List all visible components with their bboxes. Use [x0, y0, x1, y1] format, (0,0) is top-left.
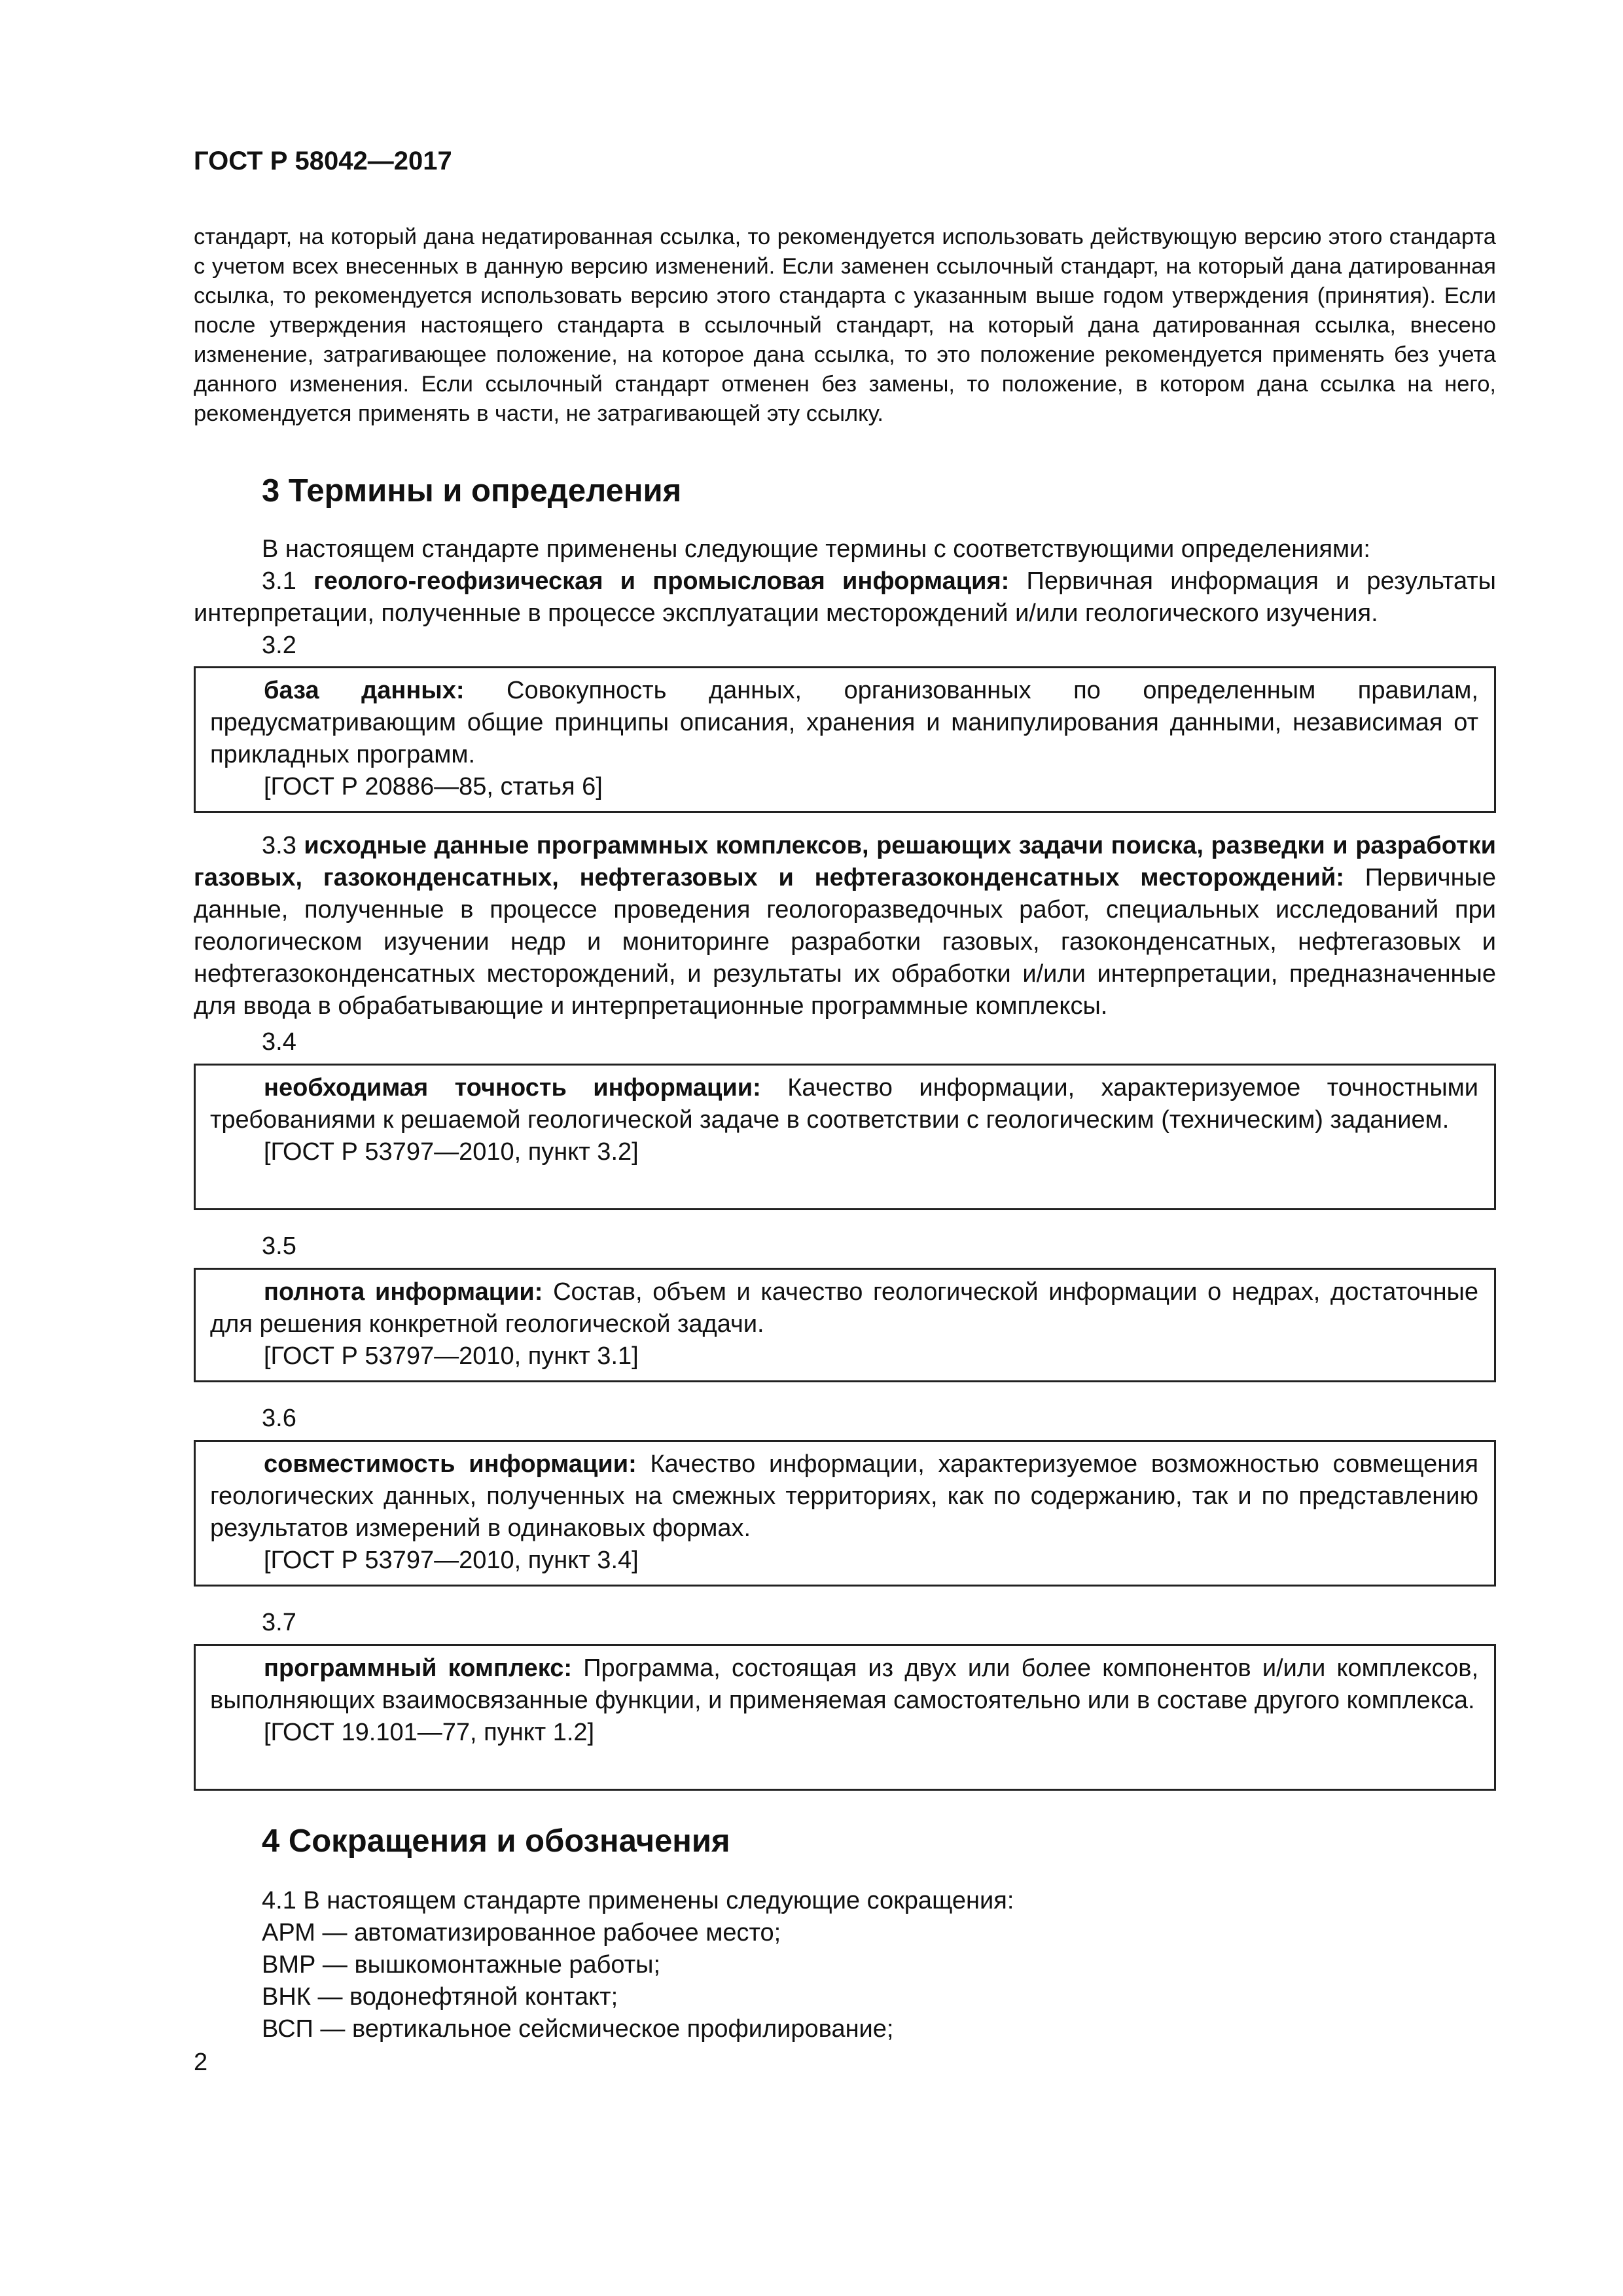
- term-3-7-def: [210, 1653, 1478, 1717]
- term-3-1-term: геолого-геофизическая и промысловая информация:: [313, 567, 1010, 595]
- term-3-5-def: [210, 1276, 1478, 1340]
- term-3-6-definition: Качество информации, характеризуемое возможностью совмещения геологических данных, полученных на смежных территориях, как по содержанию, так и по представлению результатов измерений в одинаковых формах.: [210, 1450, 1479, 1542]
- term-3-2-num: 3.2: [262, 632, 296, 659]
- abbr-item: ВСП — вертикальное сейсмическое профилирование;: [262, 2015, 894, 2043]
- term-3-3-num: 3.3: [262, 832, 296, 859]
- term-3-6-num: 3.6: [262, 1405, 296, 1432]
- term-3-7-term: программный комплекс:: [264, 1655, 573, 1682]
- term-3-5-box: [194, 1268, 1496, 1382]
- term-3-5-source: [ГОСТ Р 53797—2010, пункт 3.1]: [264, 1342, 639, 1370]
- term-3-2-box: [194, 666, 1496, 813]
- term-3-4-num: 3.4: [262, 1028, 296, 1056]
- term-3-7-num: 3.7: [262, 1609, 296, 1636]
- term-3-7-box: [194, 1644, 1496, 1791]
- term-3-5-term: полнота информации:: [264, 1278, 543, 1306]
- term-3-5-definition: Состав, объем и качество геологической информации о недрах, достаточные для решения конкретной геологической задачи.: [210, 1278, 1478, 1338]
- page-number: 2: [194, 2049, 208, 2076]
- term-3-2-definition: Совокупность данных, организованных по определенным правилам, предусматривающим общие принципы описания, хранения и манипулирования данными, независимая от прикладных программ.: [210, 677, 1478, 768]
- abbr-item: АРМ — автоматизированное рабочее место;: [262, 1919, 781, 1946]
- section-3-title: 3 Термины и определения: [262, 473, 682, 509]
- section-4-title: 4 Сокращения и обозначения: [262, 1823, 730, 1859]
- intro-paragraph: стандарт, на который дана недатированная ссылка, то рекомендуется использовать действующую версию этого стандарта с учетом всех внесенных в данную версию изменений. Если заменен ссылочный стандарт, на который дана датированная ссылка, то рекомендуется использовать версию этого стандарта с указанным выше годом утверждения (принятия). Если после утверждения настоящего стандарта в ссылочный стандарт, на который дана датированная ссылка, внесено изменение, затрагивающее положение, на которое дана ссылка, то это положение рекомендуется применять без учета данного изменения. Если ссылочный стандарт отменен без замены, то положение, в котором дана ссылка на него, рекомендуется применять в части, не затрагивающей эту ссылку.: [194, 224, 1496, 426]
- section-3-lead: В настоящем стандарте применены следующие термины с соответствующими определениями:: [262, 535, 1370, 563]
- term-3-3: [194, 830, 1496, 1022]
- term-3-3-definition: Первичные данные, полученные в процессе проведения геологоразведочных работ, специальных исследований при геологическом изучении недр и мониторинге разработки газовых, газоконденсатных, нефтегазовых и нефтегазоконденсатных месторождений, и результаты их обработки и/или интерпретации, предназначенные для ввода в обрабатывающие и интерпретационные программные комплексы.: [194, 864, 1497, 1020]
- section-4-lead: 4.1 В настоящем стандарте применены следующие сокращения:: [262, 1887, 1014, 1914]
- term-3-3-term: исходные данные программных комплексов, решающих задачи поиска, разведки и разработки газовых, газоконденсатных, нефтегазовых и нефтегазоконденсатных месторождений:: [194, 832, 1496, 891]
- term-3-6-box: [194, 1440, 1496, 1587]
- term-3-2-def: [210, 675, 1478, 771]
- abbr-item: ВМР — вышкомонтажные работы;: [262, 1951, 661, 1979]
- term-3-4-def: [210, 1072, 1478, 1136]
- term-3-4-definition: Качество информации, характеризуемое точностными требованиями к решаемой геологической задаче в соответствии с геологическим (техническим) заданием.: [210, 1074, 1479, 1134]
- term-3-1: [194, 565, 1496, 630]
- term-3-4-source: [ГОСТ Р 53797—2010, пункт 3.2]: [264, 1138, 639, 1166]
- term-3-5-num: 3.5: [262, 1232, 296, 1260]
- term-3-6-source: [ГОСТ Р 53797—2010, пункт 3.4]: [264, 1547, 639, 1574]
- term-3-1-definition: Первичная информация и результаты интерпретации, полученные в процессе эксплуатации месторождений и/или геологического изучения.: [194, 567, 1496, 627]
- document-code-header: ГОСТ Р 58042—2017: [194, 147, 452, 175]
- abbr-item: ВНК — водонефтяной контакт;: [262, 1983, 618, 2011]
- term-3-6-def: [210, 1448, 1478, 1545]
- term-3-1-num: 3.1: [262, 567, 296, 595]
- term-3-2-source: [ГОСТ Р 20886—85, статья 6]: [264, 773, 603, 800]
- term-3-4-box: [194, 1064, 1496, 1210]
- term-3-6-term: совместимость информации:: [264, 1450, 637, 1478]
- term-3-4-term: необходимая точность информации:: [264, 1074, 761, 1102]
- term-3-7-source: [ГОСТ 19.101—77, пункт 1.2]: [264, 1719, 595, 1746]
- term-3-2-term: база данных:: [264, 677, 465, 704]
- term-3-7-definition: Программа, состоящая из двух или более компонентов и/или комплексов, выполняющих взаимосвязанные функции, и применяемая самостоятельно или в составе другого комплекса.: [210, 1655, 1478, 1714]
